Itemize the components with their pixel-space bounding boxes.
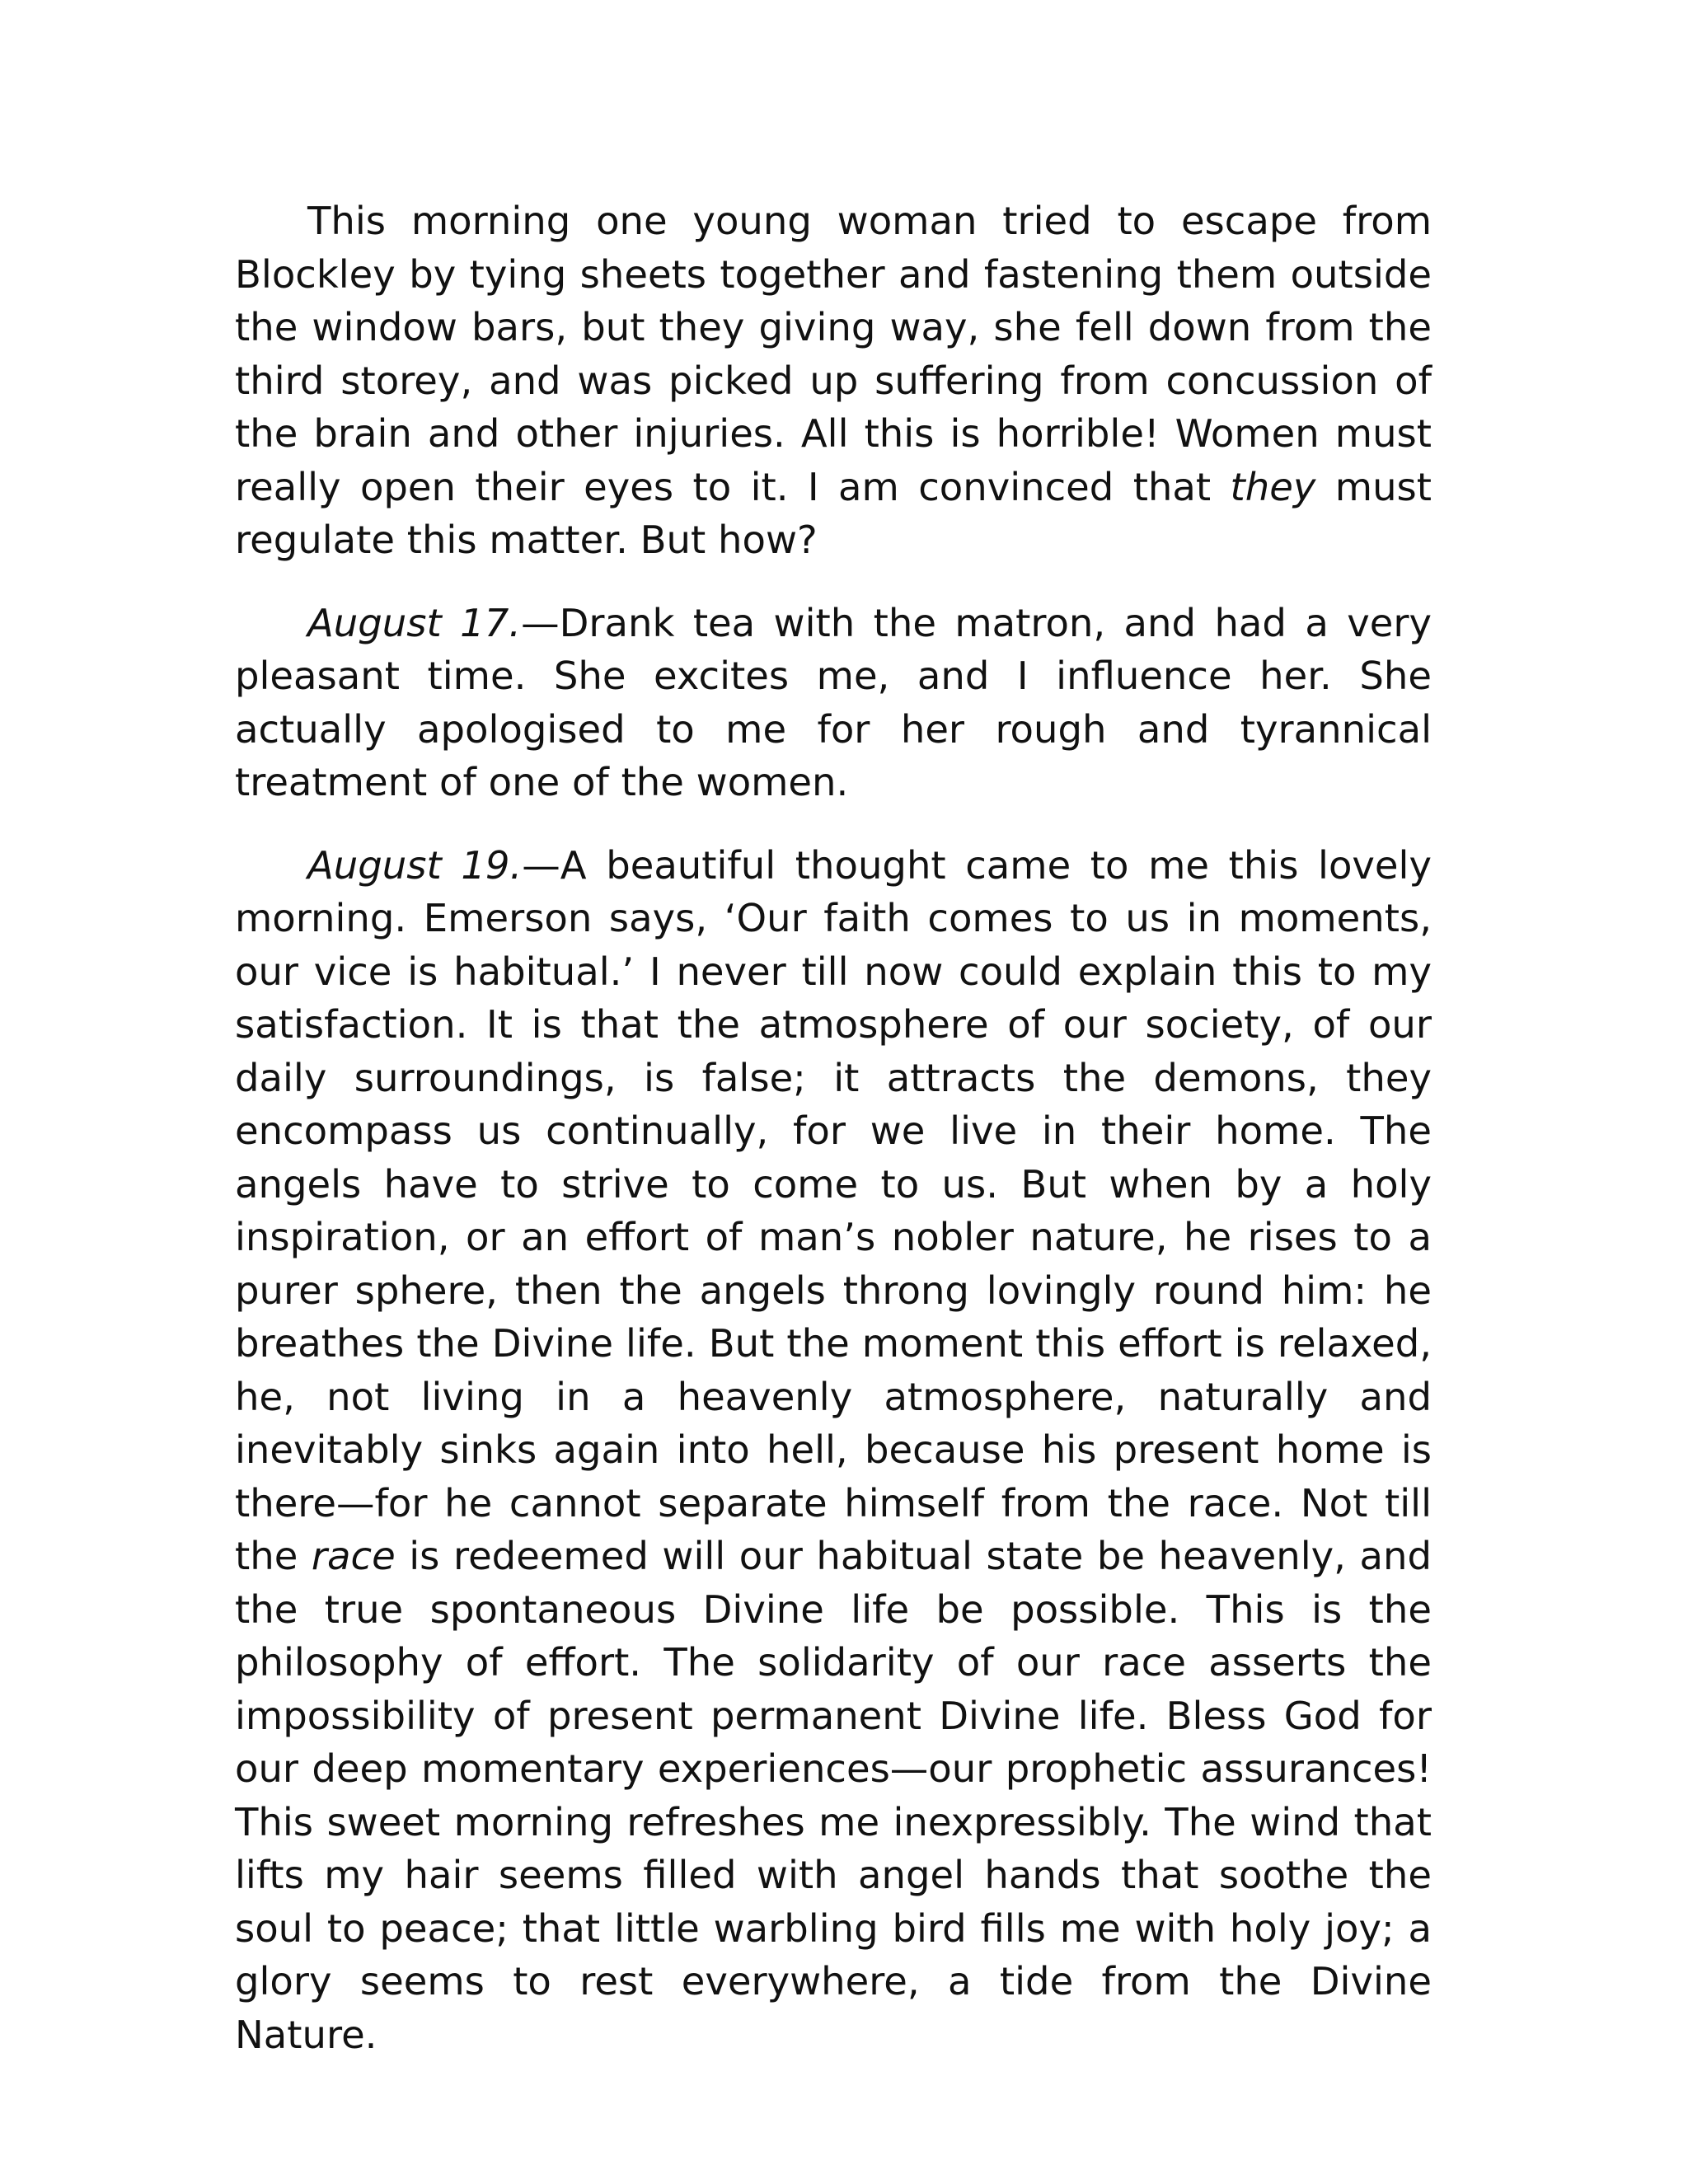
paragraph-blockley-escape [235, 194, 1432, 567]
paragraph-text: —A beautiful thought came to me this lovely morning. Emerson says, ‘Our faith comes to us in moments, our vice is habitual.’ I never till now could explain this to my satisfaction. It is that the atmosphere of our society, of our daily surroundings, is false; it attracts the demons, they encompass us continually, for we live in their home. The angels have to strive to come to us. But when by a holy inspiration, or an effort of man’s nobler nature, he rises to a purer sphere, then the angels throng lovingly round him: he breathes the Divine life. But the moment this effort is relaxed, he, not living in a heavenly atmosphere, naturally and inevitably sinks again into hell, because his present home is there—for he cannot separate himself from the race. Not till the [235, 842, 1432, 1578]
paragraph-text: must regulate this matter. But how? [235, 464, 1432, 562]
paragraph-august-17 [235, 597, 1432, 809]
entry-date: August 19. [307, 842, 523, 888]
paragraph-text: is redeemed will our habitual state be heavenly, and the true spontaneous Divine life be possible. This is the philosophy of effort. The solidarity of our race asserts the impossibility of present permanent Divine life. Bless God for our deep momentary experiences—our prophetic assurances! This sweet morning refreshes me inexpressibly. The wind that lifts my hair seems filled with angel hands that soothe the soul to peace; that little warbling bird fills me with holy joy; a glory seems to rest everywhere, a tide from the Divine Nature. [235, 1534, 1432, 2057]
text-column [235, 194, 1432, 2061]
emphasis-they: they [1230, 464, 1316, 509]
paragraph-text: This morning one young woman tried to escape from Blockley by tying sheets together and fastening them outside the window bars, but they giving way, she fell down from the third storey, and was picked up suffering from concussion of the brain and other injuries. All this is horrible! Women must really open their eyes to it. I am convinced that [235, 199, 1432, 509]
entry-date: August 17. [307, 600, 522, 645]
emphasis-race: race [311, 1534, 396, 1578]
paragraph-text: —Drank tea with the matron, and had a very pleasant time. She excites me, and I influence her. She actually apologised to me for her rough and tyrannical treatment of one of the women. [235, 600, 1432, 804]
paragraph-august-19 [235, 839, 1432, 2062]
